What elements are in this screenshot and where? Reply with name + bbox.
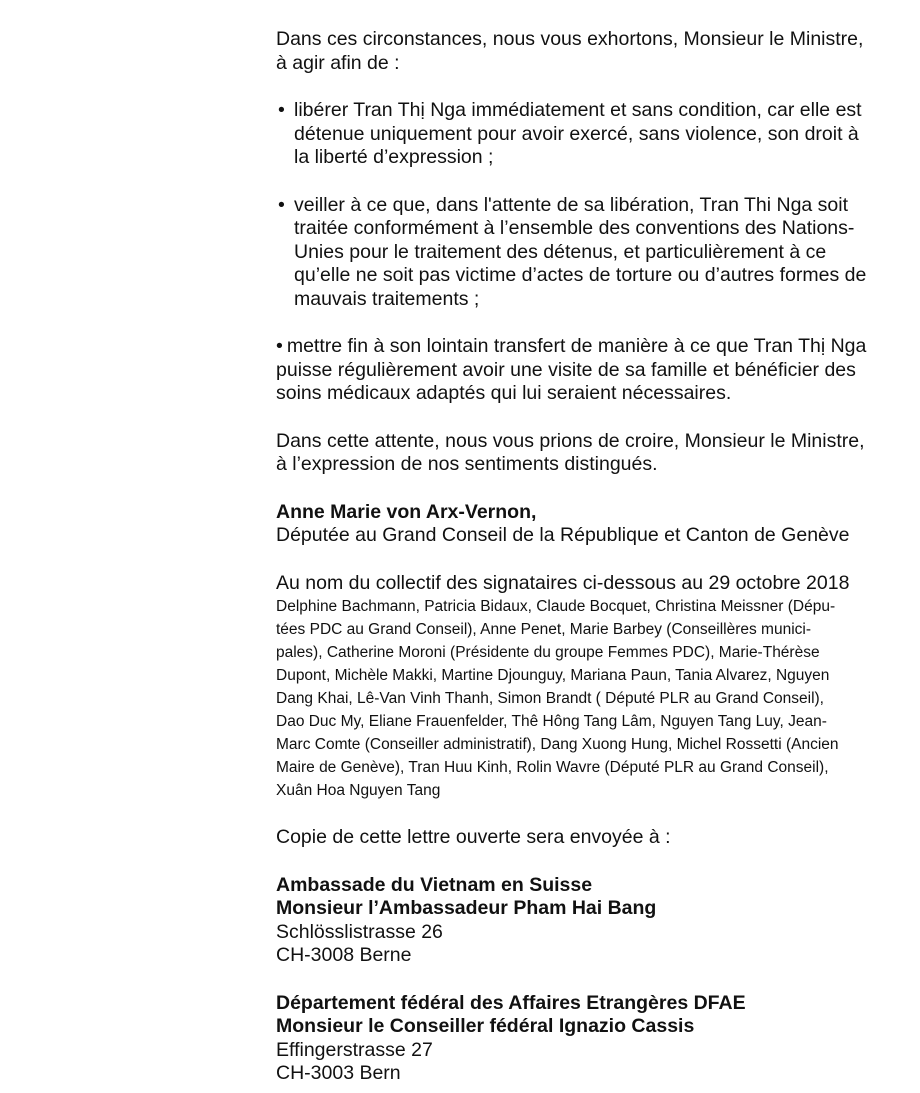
- signatories-line: Marc Comte (Conseiller administratif), Dang Xuong Hung, Michel Rossetti (Ancien: [276, 736, 839, 753]
- recipient-city: CH-3003 Bern: [276, 1062, 401, 1084]
- signatories-line: tées PDC au Grand Conseil), Anne Penet, Marie Barbey (Conseillères munici-: [276, 621, 811, 638]
- signatories-line: pales), Catherine Moroni (Présidente du groupe Femmes PDC), Marie-Thérèse: [276, 644, 820, 661]
- signatories-heading: Au nom du collectif des signataires ci-dessous au 29 octobre 2018: [276, 571, 850, 594]
- demand-line: soins médicaux adaptés qui lui seraient nécessaires.: [276, 382, 732, 404]
- demand-text: mettre fin à son lointain transfert de manière à ce que Tran Thị Nga: [286, 335, 867, 357]
- demand-line: traitée conformément à l’ensemble des conventions des Nations-: [294, 217, 855, 239]
- copy-note-text: Copie de cette lettre ouverte sera envoyée à :: [276, 826, 671, 848]
- closing-line: à l’expression de nos sentiments distingués.: [276, 453, 658, 475]
- recipient-city: CH-3008 Berne: [276, 944, 412, 966]
- demand-item-transfer: [276, 335, 896, 406]
- signatories-line: Delphine Bachmann, Patricia Bidaux, Claude Bocquet, Christina Meissner (Dépu-: [276, 598, 836, 615]
- signature-block: [276, 501, 896, 548]
- demand-line: la liberté d’expression ;: [294, 146, 494, 168]
- signatories-line: Dupont, Michèle Makki, Martine Djounguy, Mariana Paun, Tania Alvarez, Nguyen: [276, 667, 830, 684]
- recipient-person: Monsieur le Conseiller fédéral Ignazio Cassis: [276, 1015, 695, 1037]
- recipient-street: Effingerstrasse 27: [276, 1038, 433, 1061]
- signatory-name: Anne Marie von Arx-Vernon,: [276, 500, 537, 523]
- intro-line: Dans ces circonstances, nous vous exhortons, Monsieur le Ministre,: [276, 28, 864, 50]
- demand-line: Unies pour le traitement des détenus, et particulièrement à ce: [294, 240, 827, 263]
- bullet-marker: •: [278, 193, 285, 216]
- demand-line: veiller à ce que, dans l'attente de sa libération, Tran Thi Nga soit: [294, 193, 849, 216]
- intro-paragraph: [276, 28, 896, 75]
- recipient-org: Ambassade du Vietnam en Suisse: [276, 873, 593, 896]
- demand-line: détenue uniquement pour avoir exercé, sans violence, son droit à: [294, 122, 859, 145]
- demand-line: libérer Tran Thị Nga immédiatement et sans condition, car elle est: [294, 99, 862, 121]
- letter-body: [276, 28, 896, 1086]
- bullet-marker: •: [278, 99, 285, 121]
- demand-line: puisse régulièrement avoir une visite de sa famille et bénéficier des: [276, 358, 856, 381]
- signatories-block: [276, 572, 896, 803]
- recipient-dfae: [276, 992, 896, 1086]
- bullet-marker: •: [276, 335, 283, 357]
- signatories-line: Maire de Genève), Tran Huu Kinh, Rolin Wavre (Député PLR au Grand Conseil),: [276, 759, 829, 776]
- demand-line: mauvais traitements ;: [294, 287, 480, 310]
- recipient-embassy: [276, 874, 896, 968]
- demand-item-release: [276, 99, 896, 170]
- demand-line: [276, 335, 896, 359]
- signatory-title: Députée au Grand Conseil de la République et Canton de Genève: [276, 524, 850, 546]
- closing-line: Dans cette attente, nous vous prions de croire, Monsieur le Ministre,: [276, 429, 865, 452]
- demand-line: qu’elle ne soit pas victime d’actes de torture ou d’autres formes de: [294, 264, 867, 286]
- recipient-org: Département fédéral des Affaires Etrangères DFAE: [276, 991, 746, 1014]
- signatories-line: Dao Duc My, Eliane Frauenfelder, Thê Hông Tang Lâm, Nguyen Tang Luy, Jean-: [276, 713, 827, 730]
- intro-line: à agir afin de :: [276, 51, 400, 74]
- recipient-street: Schlösslistrasse 26: [276, 920, 443, 943]
- closing-paragraph: [276, 430, 896, 477]
- copy-note: [276, 826, 896, 850]
- demand-item-treatment: [276, 194, 896, 312]
- recipient-person: Monsieur l’Ambassadeur Pham Hai Bang: [276, 897, 657, 919]
- signatories-line: Dang Khai, Lê-Van Vinh Thanh, Simon Brandt ( Député PLR au Grand Conseil),: [276, 690, 824, 707]
- signatories-line: Xuân Hoa Nguyen Tang: [276, 782, 441, 799]
